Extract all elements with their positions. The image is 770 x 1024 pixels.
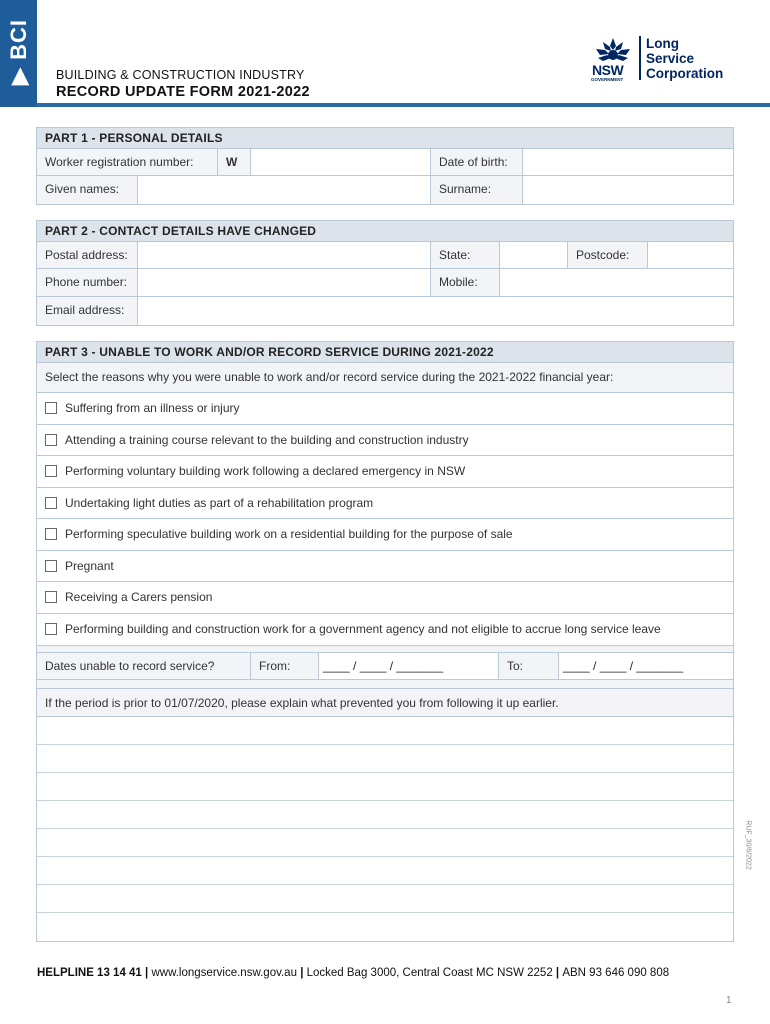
part2-heading: PART 2 - CONTACT DETAILS HAVE CHANGED: [37, 221, 733, 242]
reason-checkbox[interactable]: [45, 402, 57, 414]
explain-line: [37, 717, 733, 745]
form-subtitle: BUILDING & CONSTRUCTION INDUSTRY: [56, 68, 305, 82]
mobile-label: Mobile:: [430, 269, 499, 296]
spacer: [37, 645, 733, 653]
website-link[interactable]: www.longservice.nsw.gov.au: [151, 967, 297, 979]
abn: ABN 93 646 090 808: [562, 967, 670, 979]
postal-label: Postal address:: [37, 242, 137, 268]
from-date-input[interactable]: ____ / ____ / _______: [318, 653, 498, 679]
worker-dob-row: [37, 149, 733, 176]
explain-line: [37, 829, 733, 857]
state-label: State:: [430, 242, 499, 268]
lsc-line-3: Corporation: [646, 66, 724, 81]
phone-row: [37, 269, 733, 297]
email-input[interactable]: [137, 297, 733, 325]
reason-row: [37, 488, 733, 520]
dob-input[interactable]: [522, 149, 733, 175]
to-label: To:: [498, 653, 558, 679]
explain-line: [37, 745, 733, 773]
explain-line: [37, 913, 733, 941]
email-row: [37, 297, 733, 325]
reason-checkbox[interactable]: [45, 560, 57, 572]
explain-textarea[interactable]: [37, 717, 733, 941]
helpline: HELPLINE 13 14 41: [37, 967, 142, 979]
email-label: Email address:: [37, 297, 137, 325]
explain-label: If the period is prior to 01/07/2020, please explain what prevented you from following it up earlier.: [37, 689, 733, 717]
reason-checkbox[interactable]: [45, 434, 57, 446]
postcode-label: Postcode:: [567, 242, 647, 268]
reason-checkbox[interactable]: [45, 497, 57, 509]
dates-row: [37, 653, 733, 680]
reason-checkbox[interactable]: [45, 465, 57, 477]
postal-row: [37, 242, 733, 269]
reason-row: [37, 551, 733, 583]
nsw-wordmark: NSW: [592, 62, 624, 78]
worker-reg-prefix: W: [217, 149, 250, 175]
reason-label: Undertaking light duties as part of a rehabilitation program: [65, 495, 374, 510]
explain-line: [37, 801, 733, 829]
explain-line: [37, 857, 733, 885]
surname-input[interactable]: [522, 176, 733, 204]
reason-label: Performing building and construction work for a government agency and not eligible to accrue long service leave: [65, 621, 661, 636]
part3-section: [36, 341, 734, 942]
postal-address: Locked Bag 3000, Central Coast MC NSW 2252: [306, 967, 553, 979]
lsc-line-2: Service: [646, 51, 695, 66]
reason-label: Performing speculative building work on a residential building for the purpose of sale: [65, 527, 513, 541]
surname-label: Surname:: [430, 176, 522, 204]
postal-input[interactable]: [137, 242, 430, 268]
reason-label: Pregnant: [65, 558, 114, 573]
form-code: RUF_30/6/2022: [744, 820, 752, 870]
reason-row: [37, 393, 733, 425]
bci-tab: [0, 0, 37, 107]
mobile-input[interactable]: [499, 269, 733, 296]
part2-section: [36, 220, 734, 326]
logo-divider: [639, 36, 641, 80]
part1-section: [36, 127, 734, 205]
explain-line: [37, 885, 733, 913]
phone-label: Phone number:: [37, 269, 137, 296]
reason-label: Attending a training course relevant to the building and construction industry: [65, 432, 469, 447]
worker-reg-label: Worker registration number:: [37, 149, 217, 175]
reason-row: [37, 425, 733, 457]
worker-reg-input[interactable]: [250, 149, 430, 175]
header-rule: [37, 103, 770, 107]
reason-row: [37, 582, 733, 614]
reason-label: Receiving a Carers pension: [65, 590, 213, 604]
phone-input[interactable]: [137, 269, 430, 296]
page-number: 1: [726, 995, 732, 1006]
postcode-input[interactable]: [647, 242, 733, 268]
reason-checkbox[interactable]: [45, 528, 57, 540]
dates-label: Dates unable to record service?: [37, 653, 250, 679]
given-names-input[interactable]: [137, 176, 430, 204]
footer: HELPLINE 13 14 41 | www.longservice.nsw.gov.au | Locked Bag 3000, Central Coast MC NSW 2252 | ABN 93 646 090 808: [37, 967, 670, 979]
state-input[interactable]: [499, 242, 567, 268]
lsc-wordmark: [646, 36, 723, 81]
part3-heading: PART 3 - UNABLE TO WORK AND/OR RECORD SERVICE DURING 2021-2022: [37, 342, 733, 363]
reason-checkbox[interactable]: [45, 591, 57, 603]
to-date-input[interactable]: ____ / ____ / _______: [558, 653, 733, 679]
government-wordmark: GOVERNMENT: [591, 77, 624, 82]
reason-label: Suffering from an illness or injury: [65, 401, 240, 415]
nsw-government-logo: [590, 36, 636, 84]
explain-line: [37, 773, 733, 801]
reason-row: [37, 456, 733, 488]
lsc-line-1: Long: [646, 36, 679, 51]
from-label: From:: [250, 653, 318, 679]
names-row: [37, 176, 733, 204]
spacer: [37, 680, 733, 689]
reason-checkbox[interactable]: [45, 623, 57, 635]
waratah-icon: [590, 36, 636, 64]
bci-tab-label: ▶ BCI: [5, 19, 31, 85]
dob-label: Date of birth:: [430, 149, 522, 175]
reason-label: Performing voluntary building work following a declared emergency in NSW: [65, 464, 466, 478]
reason-row: [37, 519, 733, 551]
part3-instruction: Select the reasons why you were unable to work and/or record service during the 2021-2022 financial year:: [37, 363, 733, 393]
part1-heading: PART 1 - PERSONAL DETAILS: [37, 128, 733, 149]
reason-row: [37, 614, 733, 646]
given-names-label: Given names:: [37, 176, 137, 204]
form-title: RECORD UPDATE FORM 2021-2022: [56, 84, 310, 100]
